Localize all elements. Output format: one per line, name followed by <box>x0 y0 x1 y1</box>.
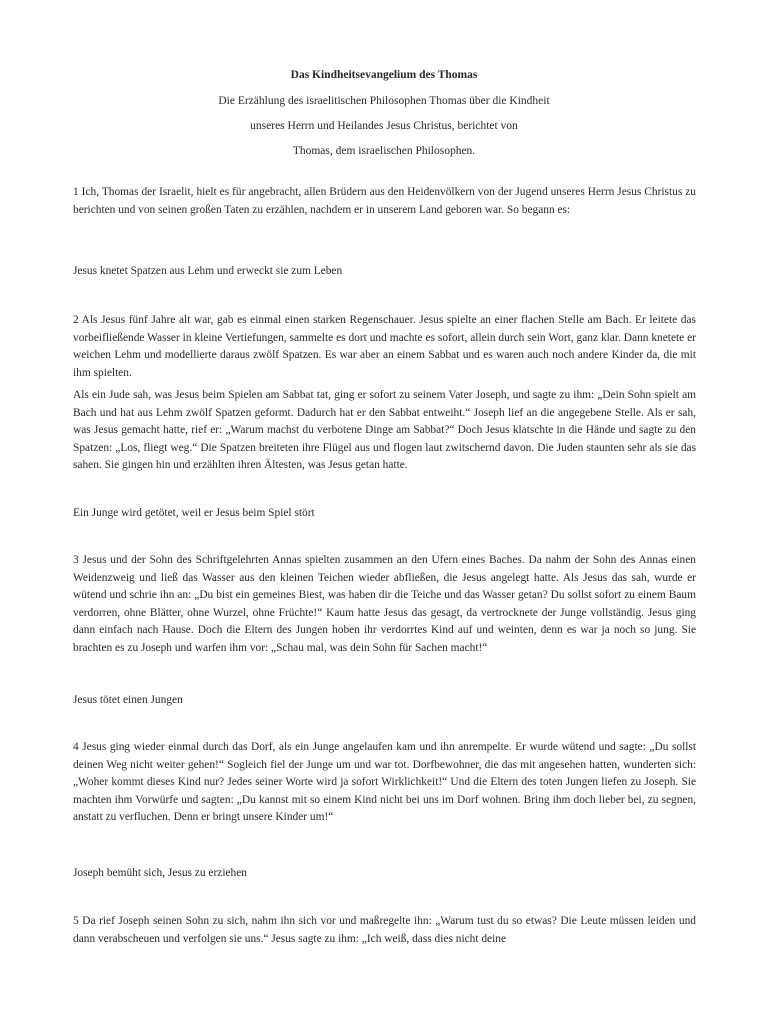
paragraph: 2 Als Jesus fünf Jahre alt war, gab es einmal einen starken Regenschauer. Jesus spielte an einer flachen Stelle am Bach. Er leitete das vorbeifließende Wasser in kleine Vertiefungen, sammelte es dort und machte es sofort, allein durch sein Wort, ganz klar. Dann knetete er weichen Lehm und modellierte daraus zwölf Spatzen. Es war aber an einem Sabbat und es waren auch noch andere Kinder da, die mit ihm spielten. <box>73 314 696 379</box>
section-5-body <box>73 913 696 948</box>
document-title: Das Kindheitsevangelium des Thomas <box>290 69 478 81</box>
section-heading: Ein Junge wird getötet, weil er Jesus beim Spiel stört <box>73 507 315 519</box>
section-1-body <box>73 184 696 219</box>
section-3-body <box>73 552 696 657</box>
section-heading: Joseph bemüht sich, Jesus zu erziehen <box>73 867 247 879</box>
subtitle-line-2: unseres Herrn und Heilandes Jesus Christus, berichtet von <box>250 120 518 132</box>
paragraph: 5 Da rief Joseph seinen Sohn zu sich, nahm ihn sich vor und maßregelte ihn: „Warum tust du so etwas? Die Leute müssen leiden und dann verabscheuen und verfolgen sie uns.“ Jesus sagte zu ihm: „Ich weiß, dass dies nicht deine <box>73 915 696 945</box>
document-header <box>0 66 768 167</box>
paragraph: 4 Jesus ging wieder einmal durch das Dorf, als ein Junge angelaufen kam und ihn anrempelte. Er wurde wütend und sagte: „Du sollst deinen Weg nicht weiter gehen!“ Sogleich fiel der Junge um und war tot. Dorfbewohner, die das mit angesehen hatten, wunderten sich: „Woher kommt dieses Kind nur? Jedes seiner Worte wird ja sofort Wirklichkeit!“ Und die Eltern des toten Jungen liefen zu Joseph. Sie machten ihm Vorwürfe und sagten: „Du kannst mit so einem Kind nicht bei uns im Dorf wohnen. Bring ihm doch lieber bei, zu segnen, anstatt zu verfluchen. Denn er bringt unsere Kinder um!“ <box>73 741 696 823</box>
section-heading: Jesus knetet Spatzen aus Lehm und erweckt sie zum Leben <box>73 265 343 277</box>
section-4-body <box>73 739 696 827</box>
paragraph: 1 Ich, Thomas der Israelit, hielt es für angebracht, allen Brüdern aus den Heidenvölkern von der Jugend unseres Herrn Jesus Christus zu berichten und von seinen großen Taten zu erzählen, nachdem er in unserem Land geboren war. So begann es: <box>73 186 696 216</box>
section-heading: Jesus tötet einen Jungen <box>73 694 183 706</box>
subtitle-line-1: Die Erzählung des israelitischen Philosophen Thomas über die Kindheit <box>218 95 550 107</box>
paragraph: 3 Jesus und der Sohn des Schriftgelehrten Annas spielten zusammen an den Ufern eines Baches. Da nahm der Sohn des Annas einen Weidenzweig und ließ das Wasser aus den kleinen Teichen wieder abfließen, die Jesus angelegt hatte. Als Jesus das sah, wurde er wütend und schrie ihn an: „Du bist ein gemeines Biest, was haben dir die Teiche und das Wasser getan? Du sollst sofort zu einem Baum verdorren, ohne Blätter, ohne Wurzel, ohne Früchte!“ Kaum hatte Jesus das gesagt, da vertrocknete der Junge vollständig. Jesus ging dann einfach nach Hause. Doch die Eltern des Jungen hoben ihr verdorrtes Kind auf und weinten, denn es war ja noch so jung. Sie brachten es zu Joseph und warfen ihm vor: „Schau mal, was dein Sohn für Sachen macht!“ <box>73 554 696 654</box>
paragraph: Als ein Jude sah, was Jesus beim Spielen am Sabbat tat, ging er sofort zu seinem Vater Joseph, und sagte zu ihm: „Dein Sohn spielt am Bach und hat aus Lehm zwölf Spatzen geformt. Dadurch hat er den Sabbat entweiht.“ Joseph lief an die angegebene Stelle. Als er sah, was Jesus gemacht hatte, rief er: „Warum machst du verbotene Dinge am Sabbat?“ Doch Jesus klatschte in die Hände und sagte zu den Spatzen: „Los, fliegt weg.“ Die Spatzen breiteten ihre Flügel aus und flogen laut zwitschernd davon. Die Juden staunten sehr als sie das sahen. Sie gingen hin und erzählten ihren Ältesten, was Jesus getan hatte. <box>73 389 696 471</box>
section-2-body <box>73 312 696 475</box>
subtitle-line-3: Thomas, dem israelischen Philosophen. <box>292 145 476 157</box>
